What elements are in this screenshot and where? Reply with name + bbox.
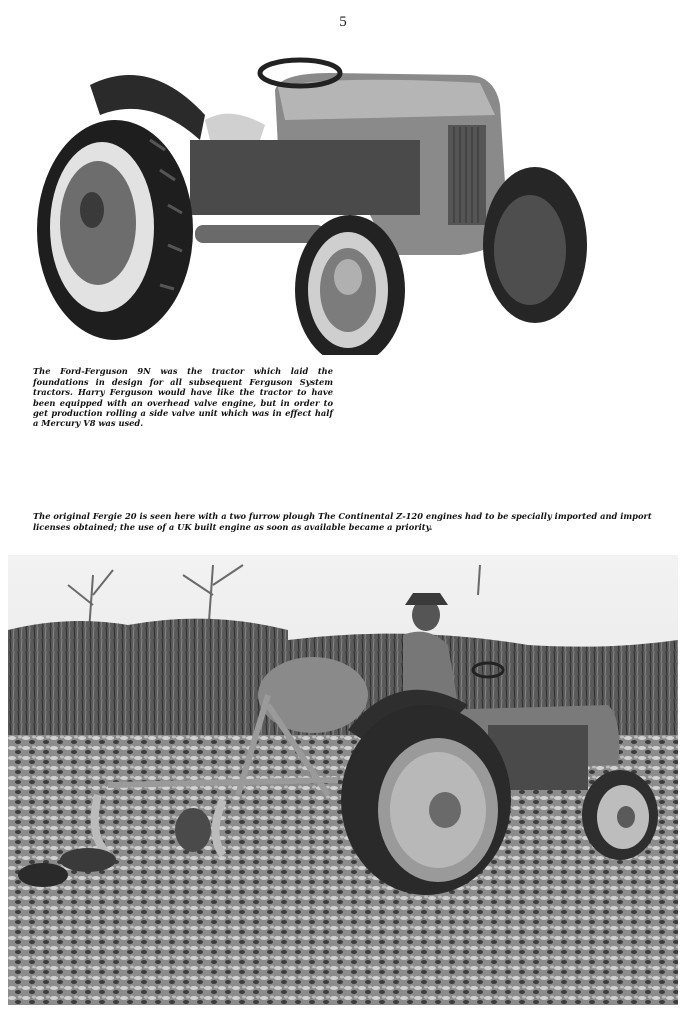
photo-fergie-20-plough <box>8 555 678 1005</box>
caption-fergie-20: The original Fergie 20 is seen here with a two furrow plough The Continental Z-120 engines had to be specially imported and import licenses obtained; the use of a UK built engine as soon as available became a priority. <box>33 511 652 532</box>
fergie-20-field-scene <box>8 555 678 1005</box>
page-number: 5 <box>339 14 347 30</box>
photo-ford-ferguson-9n <box>30 45 595 355</box>
caption-ford-ferguson-9n: The Ford-Ferguson 9N was the tractor which laid the foundations in design for all subsequent Ferguson System tractors. Harry Ferguson would have like the tractor to have been equipped with an overhead valve engine, but in order to get production rolling a side valve unit which was in effect half a Mercury V8 was used. <box>33 366 333 429</box>
tractor-9n-illustration <box>30 45 595 355</box>
